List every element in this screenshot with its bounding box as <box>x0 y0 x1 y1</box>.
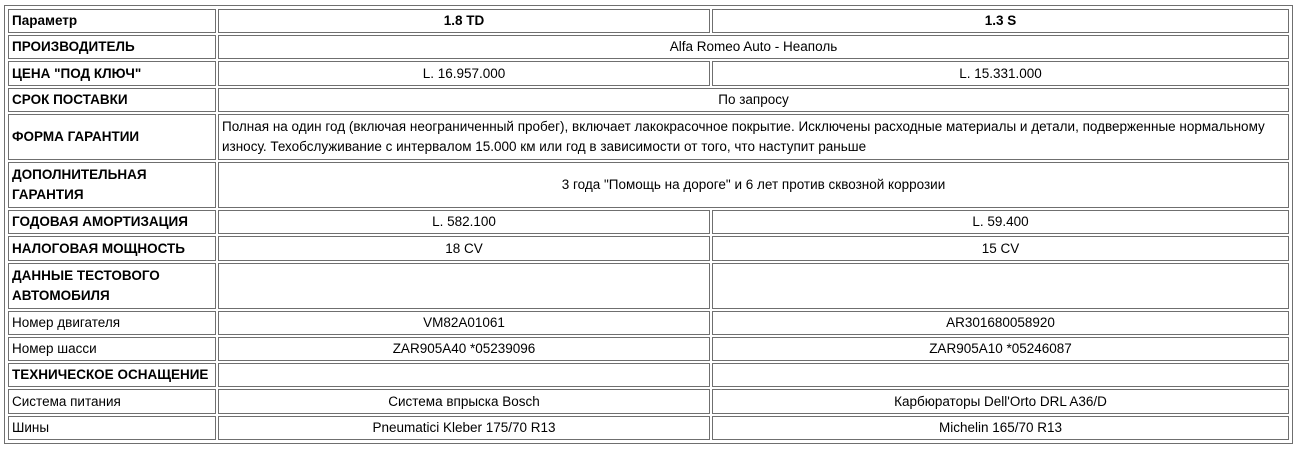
row-engine-no <box>8 311 1289 335</box>
tires-label: Шины <box>8 416 216 440</box>
tires-value-1: Pneumatici Kleber 175/70 R13 <box>218 416 710 440</box>
row-extra-warranty <box>8 162 1289 208</box>
price-value-2: L. 15.331.000 <box>712 61 1289 85</box>
header-col1: 1.8 TD <box>218 9 710 33</box>
row-warranty <box>8 114 1289 160</box>
row-price <box>8 61 1289 85</box>
depreciation-value-1: L. 582.100 <box>218 210 710 234</box>
delivery-label: СРОК ПОСТАВКИ <box>8 88 216 112</box>
equipment-empty-1 <box>218 363 710 387</box>
test-car-empty-2 <box>712 263 1289 309</box>
test-car-empty-1 <box>218 263 710 309</box>
row-manufacturer <box>8 35 1289 59</box>
tax-power-label: НАЛОГОВАЯ МОЩНОСТЬ <box>8 236 216 260</box>
spec-table <box>6 7 1291 442</box>
tax-power-value-2: 15 CV <box>712 236 1289 260</box>
fuel-system-value-1: Система впрыска Bosch <box>218 389 710 413</box>
fuel-system-label: Система питания <box>8 389 216 413</box>
warranty-label: ФОРМА ГАРАНТИИ <box>8 114 216 160</box>
row-delivery <box>8 88 1289 112</box>
manufacturer-value: Alfa Romeo Auto - Неаполь <box>218 35 1289 59</box>
chassis-no-value-2: ZAR905A10 *05246087 <box>712 337 1289 361</box>
price-value-1: L. 16.957.000 <box>218 61 710 85</box>
tires-value-2: Michelin 165/70 R13 <box>712 416 1289 440</box>
depreciation-label: ГОДОВАЯ АМОРТИЗАЦИЯ <box>8 210 216 234</box>
manufacturer-label: ПРОИЗВОДИТЕЛЬ <box>8 35 216 59</box>
delivery-value: По запросу <box>218 88 1289 112</box>
engine-no-value-2: AR301680058920 <box>712 311 1289 335</box>
chassis-no-label: Номер шасси <box>8 337 216 361</box>
row-test-car <box>8 263 1289 309</box>
extra-warranty-label: ДОПОЛНИТЕЛЬНАЯ ГАРАНТИЯ <box>8 162 216 208</box>
spec-table-frame <box>4 5 1293 444</box>
row-depreciation <box>8 210 1289 234</box>
engine-no-value-1: VM82A01061 <box>218 311 710 335</box>
header-col2: 1.3 S <box>712 9 1289 33</box>
header-row <box>8 9 1289 33</box>
extra-warranty-value: 3 года "Помощь на дороге" и 6 лет против сквозной коррозии <box>218 162 1289 208</box>
row-equipment <box>8 363 1289 387</box>
row-tax-power <box>8 236 1289 260</box>
test-car-label: ДАННЫЕ ТЕСТОВОГО АВТОМОБИЛЯ <box>8 263 216 309</box>
depreciation-value-2: L. 59.400 <box>712 210 1289 234</box>
fuel-system-value-2: Карбюраторы Dell'Orto DRL A36/D <box>712 389 1289 413</box>
row-chassis-no <box>8 337 1289 361</box>
equipment-empty-2 <box>712 363 1289 387</box>
row-tires <box>8 416 1289 440</box>
header-param: Параметр <box>8 9 216 33</box>
chassis-no-value-1: ZAR905A40 *05239096 <box>218 337 710 361</box>
row-fuel-system <box>8 389 1289 413</box>
equipment-label: ТЕХНИЧЕСКОЕ ОСНАЩЕНИЕ <box>8 363 216 387</box>
warranty-value: Полная на один год (включая неограниченный пробег), включает лакокрасочное покрытие. Исключены расходные материалы и детали, подверженные нормальному износу. Техобслуживание с интервалом 15.000 км или год в зависимости от того, что наступит раньше <box>218 114 1289 160</box>
engine-no-label: Номер двигателя <box>8 311 216 335</box>
price-label: ЦЕНА "ПОД КЛЮЧ" <box>8 61 216 85</box>
tax-power-value-1: 18 CV <box>218 236 710 260</box>
